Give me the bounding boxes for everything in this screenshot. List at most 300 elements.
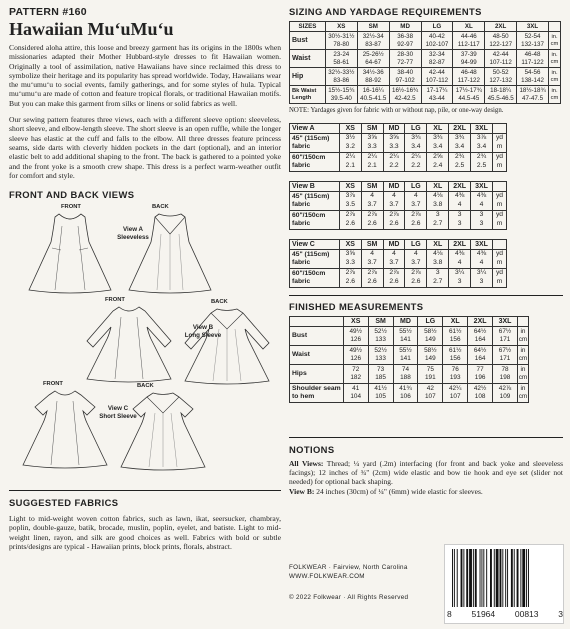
barcode-bar xyxy=(486,549,487,607)
sizing-value-bottom: 117-122 xyxy=(457,76,480,84)
finished-value-bottom: 149 xyxy=(425,354,436,362)
finished-cell xyxy=(468,383,493,402)
fabrics-paragraph: Light to mid-weight woven cotton fabrics, such as lawn, ikat, seersucker, chambray, poplin, double-gauze, batik, brocade, muslin, poplin, eyelet, and batiste. Light to mid-weight linen, rayon, and silk are good choices as well. Fabrics with bold or subtle prints/designs are typical - Hawaiian prints, block prints, florals, abstract. xyxy=(9,514,281,552)
yardage-value-top: 4⅜ xyxy=(476,250,487,258)
yardage-value-top: 4⅜ xyxy=(476,192,487,200)
finished-value-bottom: 104 xyxy=(350,392,362,400)
finished-value-top: 64½ xyxy=(473,327,487,335)
sizing-header-cell: LG xyxy=(421,22,453,32)
yardage-value-bottom: 4 xyxy=(479,200,484,208)
finished-value-bottom: 164 xyxy=(474,354,486,362)
yardage-cell xyxy=(405,249,427,268)
finished-unit-top: in xyxy=(520,346,526,354)
finished-value-top: 42⅞ xyxy=(498,384,512,392)
barcode-bars xyxy=(450,549,560,607)
yardage-value-top: 2⅞ xyxy=(389,269,399,277)
finished-cell xyxy=(368,364,393,383)
yardage-value-bottom: 2.6 xyxy=(389,277,399,285)
fabrics-heading: SUGGESTED FABRICS xyxy=(9,497,119,509)
finished-cell xyxy=(493,364,518,383)
sizing-value-top: 46-48 xyxy=(524,51,541,59)
yardage-table xyxy=(289,181,507,230)
yardage-cell xyxy=(449,249,471,268)
sizing-cell xyxy=(357,68,389,86)
yardage-value-bottom: 2.2 xyxy=(389,161,399,169)
yardage-value-bottom: 3.7 xyxy=(411,258,421,266)
finished-value-top: 42½ xyxy=(473,384,487,392)
yardage-cell xyxy=(361,210,383,229)
yardage-value-bottom: 3.8 xyxy=(433,258,443,266)
sizing-row xyxy=(290,86,561,104)
yardage-value-bottom: 2.6 xyxy=(345,219,355,227)
sizing-table xyxy=(289,21,561,104)
sizing-value-top: 48-50 xyxy=(492,33,509,41)
yardage-size-header: XL xyxy=(427,181,449,191)
sizing-unit-bottom: cm xyxy=(550,58,559,65)
finished-value-bottom: 109 xyxy=(499,392,511,400)
sizing-cell xyxy=(389,50,421,68)
sizing-header-cell: 2XL xyxy=(485,22,517,32)
finished-header-cell: 3XL xyxy=(493,316,518,326)
sizing-value-top: 32-34 xyxy=(429,51,445,59)
yardage-cell xyxy=(339,152,361,171)
yardage-view-label: View A xyxy=(290,123,340,133)
yardage-unit-top: yd xyxy=(495,250,504,258)
sizing-value-bottom: 112-117 xyxy=(457,40,480,48)
finished-value-bottom: 126 xyxy=(350,354,362,362)
finished-value-top: 49½ xyxy=(349,327,362,335)
finished-unit-top: in xyxy=(520,384,526,392)
sizing-cell xyxy=(389,68,421,86)
yardage-cell xyxy=(339,249,361,268)
yardage-unit xyxy=(493,152,507,171)
sizing-cell xyxy=(389,32,421,50)
yardage-cell xyxy=(427,133,449,152)
sizing-cell xyxy=(357,86,389,104)
finished-cell xyxy=(468,364,493,383)
yardage-unit xyxy=(493,133,507,152)
yardage-size-header: 2XL xyxy=(449,239,471,249)
sizing-value-bottom: 40.5-41.5 xyxy=(360,94,387,102)
finished-header-cell: XL xyxy=(443,316,468,326)
yardage-row xyxy=(290,191,507,210)
sizing-unit-top: in. xyxy=(551,69,558,76)
yardage-size-header: 3XL xyxy=(471,181,493,191)
finished-row-label: Hips xyxy=(290,364,344,383)
finished-cell xyxy=(418,326,443,345)
barcode-bar xyxy=(481,549,482,607)
barcode-digit-1: 51964 xyxy=(471,609,496,619)
yardage-view-label: View B xyxy=(290,181,340,191)
sizing-value-top: 34½-36 xyxy=(362,69,384,77)
yardage-value-top: 3⅞ xyxy=(476,134,487,142)
yardage-cell xyxy=(471,210,493,229)
yardage-value-top: 2¾ xyxy=(476,153,487,161)
sizing-row-label: Bk Waist Length xyxy=(290,86,326,104)
sizing-cell xyxy=(453,50,485,68)
yardage-value-bottom: 2.7 xyxy=(433,219,443,227)
sizing-value-bottom: 127-132 xyxy=(489,76,513,84)
yardage-value-top: 2¼ xyxy=(411,153,421,161)
barcode-bar xyxy=(507,549,508,607)
sizing-value-bottom: 42-42.5 xyxy=(394,94,416,102)
yardage-size-header: 2XL xyxy=(449,181,471,191)
barcode-bar xyxy=(457,549,458,607)
sizing-value-top: 37-39 xyxy=(460,51,477,59)
view-a-name: View A Sleeveless xyxy=(117,226,149,241)
yardage-size-header: MD xyxy=(383,123,405,133)
yardage-value-bottom: 3.8 xyxy=(433,200,443,208)
yardage-note: NOTE: Yardages given for fabric with or without nap, pile, or one-way design. xyxy=(289,107,504,114)
yardage-cell xyxy=(471,133,493,152)
finished-row-label: Waist xyxy=(290,345,344,364)
finished-header-cell xyxy=(290,316,344,326)
finished-value-bottom: 126 xyxy=(350,335,362,343)
yardage-value-top: 2⅞ xyxy=(345,211,355,219)
finished-cell xyxy=(418,383,443,402)
yardage-value-bottom: 3.3 xyxy=(367,142,377,150)
finished-cell xyxy=(493,326,518,345)
finished-value-top: 67½ xyxy=(498,346,512,354)
sizing-cell xyxy=(421,68,453,86)
yardage-cell xyxy=(405,268,427,287)
yardage-cell xyxy=(383,268,405,287)
finished-value-bottom: 133 xyxy=(375,335,386,343)
yardage-value-bottom: 2.4 xyxy=(433,161,443,169)
finished-value-top: 42 xyxy=(426,384,434,392)
barcode-bar xyxy=(505,549,506,607)
finished-cell xyxy=(443,345,468,364)
sizing-value-top: 38-40 xyxy=(397,69,414,77)
yardage-row-label: 60"/150cm fabric xyxy=(290,210,340,229)
sizing-value-bottom: 64-67 xyxy=(365,58,382,66)
yardage-tables xyxy=(289,123,563,288)
yardage-cell xyxy=(361,268,383,287)
barcode-bar xyxy=(466,549,468,607)
finished-value-top: 61½ xyxy=(448,327,462,335)
sizing-value-bottom: 122-127 xyxy=(489,40,513,48)
barcode-bar xyxy=(511,549,513,607)
yardage-cell xyxy=(383,210,405,229)
finished-cell xyxy=(418,345,443,364)
barcode-digit-0: 8 xyxy=(447,609,452,619)
copyright: © 2022 Folkwear · All Rights Reserved xyxy=(289,594,409,601)
view-c-front-drawing xyxy=(17,389,113,469)
yardage-unit xyxy=(493,249,507,268)
finished-row xyxy=(290,383,529,402)
finished-value-top: 72 xyxy=(352,365,360,373)
sizing-cell xyxy=(453,68,485,86)
yardage-value-bottom: 2.6 xyxy=(389,219,399,227)
finished-unit-bottom: cm xyxy=(518,392,528,400)
finished-value-top: 41 xyxy=(352,384,360,392)
yardage-value-bottom: 2.6 xyxy=(367,277,377,285)
finished-value-bottom: 108 xyxy=(474,392,486,400)
finished-value-bottom: 133 xyxy=(375,354,386,362)
yardage-unit xyxy=(493,268,507,287)
barcode-bar xyxy=(528,549,529,607)
sizing-cell xyxy=(453,86,485,104)
yardage-unit-bottom: m xyxy=(496,200,503,208)
yardage-cell xyxy=(427,191,449,210)
finished-cell xyxy=(343,345,368,364)
sizing-cell xyxy=(325,86,357,104)
yardage-row-label: 45" (115cm) fabric xyxy=(290,133,340,152)
yardage-size-header: 2XL xyxy=(449,123,471,133)
yardage-value-bottom: 3.7 xyxy=(389,200,399,208)
yardage-cell xyxy=(405,210,427,229)
yardage-size-header: 3XL xyxy=(471,123,493,133)
finished-header-row xyxy=(290,316,529,326)
sizing-value-bottom: 132-137 xyxy=(521,40,544,48)
finished-value-top: 58½ xyxy=(424,346,437,354)
sizing-header-cell: XS xyxy=(325,22,357,32)
sizing-cell xyxy=(517,50,549,68)
yardage-value-bottom: 4 xyxy=(457,200,462,208)
sizing-unit-top: in. xyxy=(551,51,558,58)
yardage-value-top: 2⅞ xyxy=(411,269,421,277)
yardage-size-header: LG xyxy=(405,181,427,191)
yardage-value-top: 2¼ xyxy=(389,153,399,161)
view-b-label xyxy=(179,324,227,339)
finished-value-top: 76 xyxy=(451,365,459,373)
yardage-value-bottom: 2.6 xyxy=(411,219,421,227)
finished-header-cell: XS xyxy=(343,316,368,326)
finished-cell xyxy=(368,326,393,345)
yardage-table xyxy=(289,239,507,288)
finished-value-bottom: 171 xyxy=(499,354,511,362)
yardage-row-label: 60"/150cm fabric xyxy=(290,152,340,171)
yardage-cell xyxy=(405,133,427,152)
yardage-value-top: 2⅞ xyxy=(345,269,355,277)
sizing-value-top: 25-26½ xyxy=(362,51,384,59)
barcode-bar xyxy=(454,549,455,607)
yardage-value-top: 4⅜ xyxy=(454,192,465,200)
sizing-value-bottom: 58-61 xyxy=(333,58,350,66)
barcode-digit-2: 00813 xyxy=(514,609,539,619)
yardage-cell xyxy=(471,152,493,171)
yardage-value-top: 4 xyxy=(370,250,374,258)
finished-row-label: Bust xyxy=(290,326,344,345)
yardage-cell xyxy=(471,191,493,210)
yardage-value-top: 4 xyxy=(414,250,418,258)
finished-cell xyxy=(493,383,518,402)
finished-row xyxy=(290,345,529,364)
sizing-row xyxy=(290,68,561,86)
yardage-row xyxy=(290,268,507,287)
finished-value-bottom: 156 xyxy=(449,354,461,362)
yardage-unit-header xyxy=(493,181,507,191)
yardage-value-top: 2⅝ xyxy=(433,153,443,161)
yardage-cell xyxy=(427,249,449,268)
fabrics-section xyxy=(9,490,281,551)
finished-table xyxy=(289,316,529,403)
sizing-value-top: 18½-18¾ xyxy=(519,87,546,95)
yardage-cell xyxy=(361,133,383,152)
yardage-value-bottom: 4 xyxy=(457,258,462,266)
yardage-cell xyxy=(339,133,361,152)
finished-value-bottom: 106 xyxy=(400,392,411,400)
finished-cell xyxy=(443,383,468,402)
view-a-back-drawing xyxy=(127,212,213,294)
sizing-unit xyxy=(549,68,561,86)
views-paragraph: Our sewing pattern features three views, each with a different sleeve option: sleeveless, short sleeve, and elbow-length sleeve. The short sleeve is an open ruffle, while the longer sleeve has elastic at the cuff and falls to the elbow. All three dresses feature princess seams, side darts with cleverly hidden pockets in the dart (optional), and an interior elastic belt to add additional shaping to the front. The back is gathered to a pointed yoke and the front yoke is a smooth crew shape. This dress is a perfect warm-weather outfit for comfort and style. xyxy=(9,115,281,180)
barcode-bar xyxy=(496,549,499,607)
finished-value-top: 77 xyxy=(476,365,484,373)
publisher-line: FOLKWEAR · Fairview, North Carolina xyxy=(289,564,408,571)
barcode-bar xyxy=(452,549,453,607)
sizing-value-top: 42-44 xyxy=(492,51,509,59)
front-back-heading: FRONT AND BACK VIEWS xyxy=(9,189,135,201)
yardage-value-top: 2⅞ xyxy=(389,211,399,219)
finished-value-bottom: 188 xyxy=(400,373,411,381)
yardage-cell xyxy=(449,210,471,229)
barcode-bar xyxy=(517,549,519,607)
sizing-cell xyxy=(485,86,517,104)
sizing-value-top: 50-52 xyxy=(492,69,509,77)
sizing-cell xyxy=(325,50,357,68)
sizing-value-bottom: 107-112 xyxy=(489,58,512,66)
finished-header-cell: MD xyxy=(393,316,418,326)
yardage-unit-top: yd xyxy=(495,153,504,161)
sizing-row-label: Bust xyxy=(290,32,326,50)
sizing-value-bottom: 107-112 xyxy=(425,76,449,84)
finished-cell xyxy=(368,345,393,364)
yardage-value-top: 3¼ xyxy=(476,269,487,277)
yardage-value-bottom: 2.6 xyxy=(411,277,421,285)
finished-rule xyxy=(289,295,563,296)
yardage-unit-header xyxy=(493,123,507,133)
finished-value-bottom: 182 xyxy=(350,373,362,381)
finished-value-top: 58½ xyxy=(424,327,437,335)
finished-cell xyxy=(443,364,468,383)
sizing-value-bottom: 88-92 xyxy=(365,76,382,84)
notions-b-text: 24 inches (30cm) of ¼" (6mm) wide elastic for sleeves. xyxy=(316,487,483,497)
yardage-size-header: XL xyxy=(427,123,449,133)
sizing-cell xyxy=(325,68,357,86)
yardage-value-top: 4⅜ xyxy=(454,250,465,258)
finished-unit-bottom: cm xyxy=(518,335,528,343)
finished-row xyxy=(290,326,529,345)
sizing-cell xyxy=(325,32,357,50)
barcode-bar xyxy=(480,549,481,607)
pattern-number: PATTERN #160 xyxy=(9,6,87,18)
finished-value-bottom: 164 xyxy=(474,335,486,343)
sizing-unit-bottom: cm xyxy=(550,94,559,101)
yardage-header-row xyxy=(290,181,507,191)
sizing-header-cell: 3XL xyxy=(517,22,549,32)
finished-value-top: 49½ xyxy=(349,346,362,354)
yardage-value-bottom: 3.2 xyxy=(345,142,355,150)
finished-value-top: 73 xyxy=(377,365,385,373)
sizing-value-bottom: 44.5-45 xyxy=(458,94,480,102)
barcode-bar xyxy=(461,549,463,607)
finished-cell xyxy=(468,326,493,345)
barcode-bar xyxy=(463,549,464,607)
sizing-value-bottom: 72-77 xyxy=(397,58,414,66)
sizing-cell xyxy=(485,68,517,86)
finished-value-top: 55½ xyxy=(399,346,412,354)
yardage-unit-header xyxy=(493,239,507,249)
yardage-row-label: 60"/150cm fabric xyxy=(290,268,340,287)
finished-unit xyxy=(517,345,528,364)
finished-value-top: 52½ xyxy=(374,327,387,335)
yardage-value-top: 4 xyxy=(392,250,396,258)
finished-unit xyxy=(517,383,528,402)
yardage-value-bottom: 2.1 xyxy=(367,161,377,169)
sizing-value-top: 23-24 xyxy=(333,51,350,59)
barcode-bar xyxy=(469,549,472,607)
sizing-header-cell: XL xyxy=(453,22,485,32)
sizing-cell xyxy=(517,32,549,50)
front-label-b: FRONT xyxy=(105,297,125,304)
sizing-cell xyxy=(517,68,549,86)
yardage-size-header: MD xyxy=(383,239,405,249)
finished-header-cell: LG xyxy=(418,316,443,326)
finished-cell xyxy=(368,383,393,402)
barcode-digit-3: 3 xyxy=(558,609,563,619)
yardage-header-row xyxy=(290,123,507,133)
yardage-unit-top: yd xyxy=(495,192,504,200)
yardage-row xyxy=(290,133,507,152)
finished-cell xyxy=(418,364,443,383)
yardage-row xyxy=(290,152,507,171)
yardage-row-label: 45" (115cm) fabric xyxy=(290,191,340,210)
yardage-unit-top: yd xyxy=(495,211,504,219)
yardage-cell xyxy=(471,268,493,287)
yardage-value-bottom: 2.6 xyxy=(367,219,377,227)
finished-cell xyxy=(343,326,368,345)
yardage-value-top: 4⅛ xyxy=(433,250,443,258)
sizing-value-top: 44-46 xyxy=(460,33,477,41)
yardage-size-header: SM xyxy=(361,123,383,133)
yardage-table xyxy=(289,123,507,172)
sizing-unit-bottom: cm xyxy=(550,76,559,83)
finished-cell xyxy=(493,345,518,364)
yardage-cell xyxy=(383,133,405,152)
sizing-value-top: 17½-17¾ xyxy=(455,87,482,95)
barcode-bar xyxy=(520,549,521,607)
sizing-cell xyxy=(421,32,453,50)
barcode-bar xyxy=(500,549,502,607)
yardage-cell xyxy=(339,268,361,287)
sizing-value-bottom: 97-102 xyxy=(395,76,415,84)
sizing-cell xyxy=(421,86,453,104)
yardage-unit xyxy=(493,191,507,210)
dress-illustrations xyxy=(9,203,281,473)
finished-value-bottom: 107 xyxy=(449,392,461,400)
yardage-cell xyxy=(449,191,471,210)
intro-paragraph: Considered aloha attire, this loose and breezy garment has its origins in the 1800s when missionaries adapted their Mother Hubbard-style dresses to fit Hawaiian women. Originally a tool of assimilation, native Hawaiians have since reclaimed this dress to symbolize their heritage and its popularity has spread worldwide. Today, Hawaiians wear the mu‘umu‘u to social events, family gatherings, and for some styles of hula. Typical mu‘umu‘u are made of cotton and feature tropical florals, or traditional Hawaiian motifs. But you can make this garment from silks or linens or solid fabrics as well. xyxy=(9,43,281,108)
finished-value-top: 78 xyxy=(501,365,509,373)
sizing-row-label: Hip xyxy=(290,68,326,86)
view-b-front-drawing xyxy=(81,305,177,383)
pattern-title: Hawaiian Mu‘uMu‘u xyxy=(9,19,174,39)
sizing-cell xyxy=(357,50,389,68)
finished-value-top: 67½ xyxy=(498,327,512,335)
yardage-unit-bottom: m xyxy=(496,258,503,266)
finished-value-bottom: 191 xyxy=(425,373,436,381)
sizing-header-cell: SIZES xyxy=(290,22,326,32)
barcode-bar xyxy=(526,549,527,607)
yardage-cell xyxy=(427,268,449,287)
sizing-cell xyxy=(485,50,517,68)
finished-value-bottom: 171 xyxy=(499,335,511,343)
front-label-a: FRONT xyxy=(61,204,81,211)
finished-heading: FINISHED MEASUREMENTS xyxy=(289,300,424,312)
sizing-value-top: 28-30 xyxy=(397,51,414,59)
sizing-value-top: 32½-34 xyxy=(362,33,384,41)
